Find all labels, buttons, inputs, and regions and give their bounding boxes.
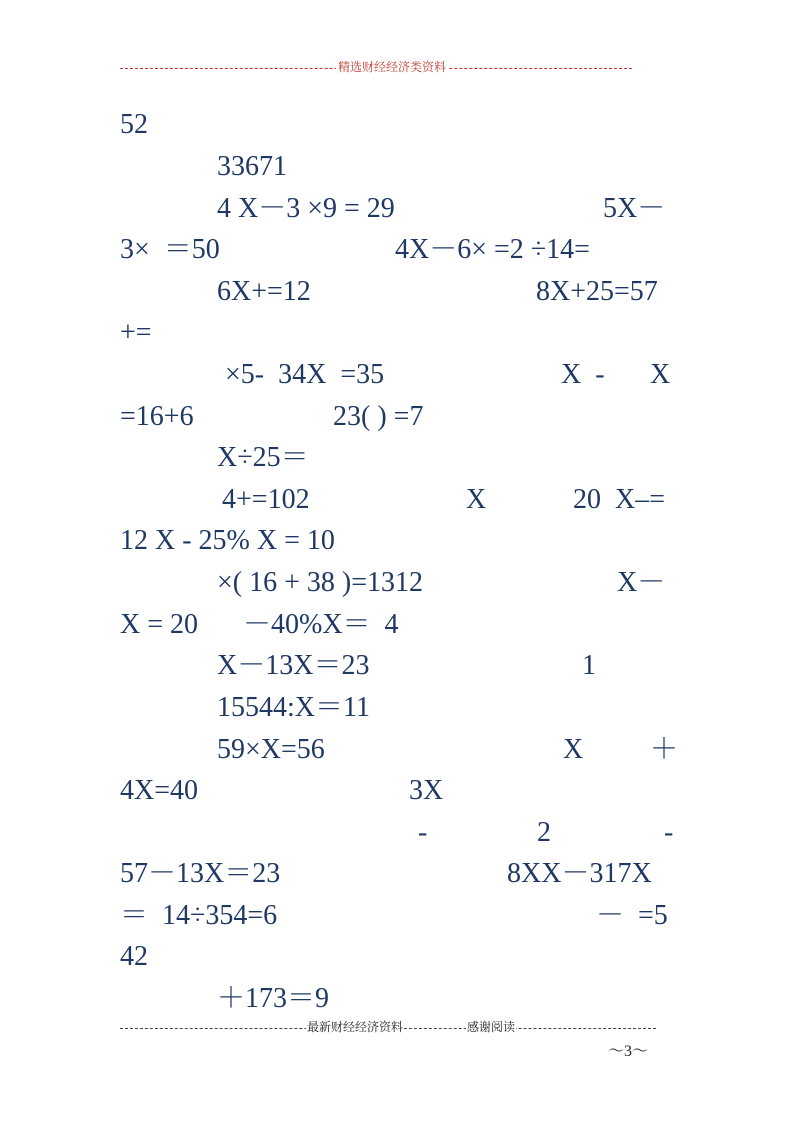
line-3-left: 4 X－3 ×9 = 29 [217,193,395,224]
line-14-right: 1 [582,650,596,681]
line-5-left: 6X+=12 [217,276,311,307]
line-17-left: 4X=40 [120,775,199,806]
line-8-right: 23( ) =7 [333,401,424,432]
line-19-right: 8XX－317X [507,858,652,889]
line-7-right: X [650,359,671,390]
line-3-right: 5X－ [603,193,666,224]
line-6-text: += [120,317,152,348]
line-12-left: ×( 16 + 38 )=1312 [217,567,424,598]
line-18-left: - [418,817,428,848]
line-14-left: X－13X＝23 [217,650,370,681]
line-22-text: ＋173＝9 [217,983,330,1014]
line-20-right: － =5 [596,900,668,931]
line-18-right: - [664,817,674,848]
line-20-left: ＝ 14÷354=6 [120,900,278,931]
footer-right-text: 感谢阅读 [467,1020,516,1034]
header-title: 精选财经经济类资料 [338,60,447,74]
line-16-right: ＋ [650,734,679,765]
line-4-right: 4X－6× =2 ÷14= [395,234,590,265]
line-7-mid: X - [561,359,605,390]
line-11-text: 12 X - 25% X = 10 [120,525,335,556]
line-16-left: 59×X=56 [217,734,325,765]
line-7-left: ×5- 34X =35 [225,359,385,390]
line-2-text: 33671 [217,151,287,182]
line-12-right: X－ [617,567,666,598]
line-16-mid: X [563,734,584,765]
footer-left-text: 最新财经经济资料 [307,1020,404,1034]
line-15-text: 15544:X＝11 [217,692,370,723]
line-18-mid: 2 [537,817,551,848]
line-9-text: X÷25＝ [217,442,309,473]
line-17-right: 3X [409,775,444,806]
line-5-right: 8X+25=57 [536,276,658,307]
line-10-mid: X [466,484,487,515]
line-4-left: 3× ＝50 [120,234,220,265]
line-10-right: 20 X–= [573,484,666,515]
line-8-left: =16+6 [120,401,194,432]
line-13-right: －40%X＝ 4 [243,609,399,640]
line-10-left: 4+=102 [222,484,310,515]
line-1-text: 52 [120,109,148,140]
line-21-text: 42 [120,941,148,972]
line-19-left: 57－13X＝23 [120,858,281,889]
line-13-left: X = 20 [120,609,199,640]
page-number: ～3～ [608,1043,649,1060]
